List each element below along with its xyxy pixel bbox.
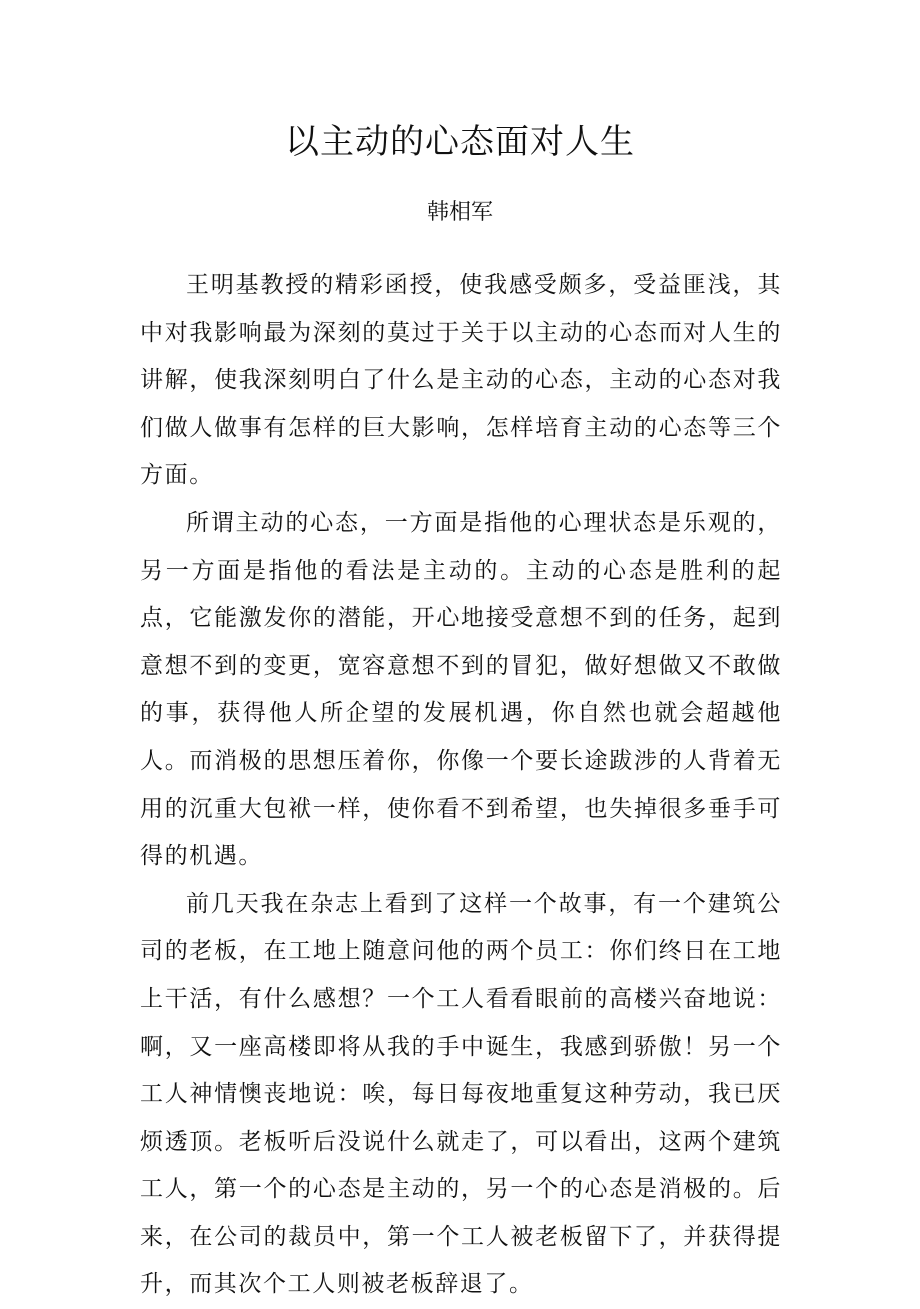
paragraph-3: 前几天我在杂志上看到了这样一个故事，有一个建筑公司的老板，在工地上随意问他的两个员工：你们终日在工地上干活，有什么感想？一个工人看看眼前的高楼兴奋地说：啊，又一座高楼即将从我的手中诞生，我感到骄傲！另一个工人神情懊丧地说：唉，每日每夜地重复这种劳动，我已厌烦透顶。老板听后没说什么就走了，可以看出，这两个建筑工人，第一个的心态是主动的，另一个的心态是消极的。后来，在公司的裁员中，第一个工人被老板留下了，并获得提升，而其次个工人则被老板辞退了。 bbox=[140, 890, 782, 1298]
paragraph-2: 所谓主动的心态，一方面是指他的心理状态是乐观的，另一方面是指他的看法是主动的。主动的心态是胜利的起点，它能激发你的潜能，开心地接受意想不到的任务，起到意想不到的变更，宽容意想不到的冒犯，做好想做又不敢做的事，获得他人所企望的发展机遇，你自然也就会超越他人。而消极的思想压着你，你像一个要长途跋涉的人背着无用的沉重大包袱一样，使你看不到希望，也失掉很多垂手可得的机遇。 bbox=[140, 509, 782, 870]
paragraph-1: 王明基教授的精彩函授，使我感受颇多，受益匪浅，其中对我影响最为深刻的莫过于关于以主动的心态而对人生的讲解，使我深刻明白了什么是主动的心态，主动的心态对我们做人做事有怎样的巨大影响，怎样培育主动的心态等三个方面。 bbox=[140, 272, 782, 489]
document-body bbox=[140, 262, 782, 1309]
author-name: 韩相军 bbox=[426, 200, 493, 225]
document-title: 以主动的心态面对人生 bbox=[285, 122, 635, 162]
